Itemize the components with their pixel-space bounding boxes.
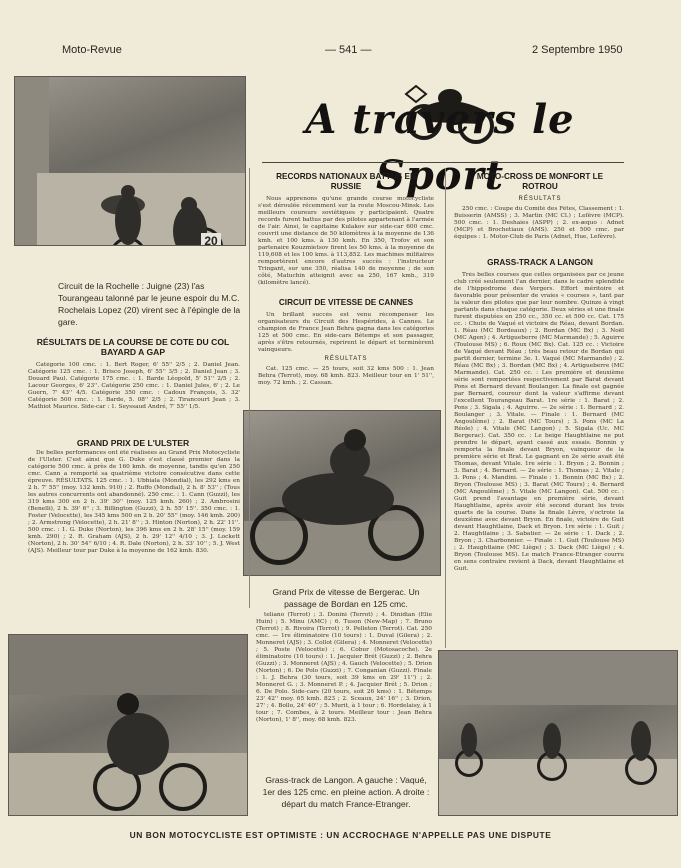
text-russie bbox=[258, 196, 434, 298]
text-langon-body: Très belles courses que celles organisées par ce jeune club créé seulement l'an dernier, dans le cadre splendide de l'hippodrome des Vergers. Effort méritoire et favorable pour présenter de vraies « courses », tant par la valeur des pilotes que par leur nombre. Quinze à vingt partants dans chaque catégorie. Deux séries et une finale furent disputées en 250 cc., 350 cc. et 500 cc. Cat. 175 cc. : Chute de Vaqué et victoire de Réau, devant Bordan. 1. Réau (MC Bordeaux) ; 2. Bordan (MC Bx) ; 3. Noël (MC Agen) ; 4. Artigueberre (MC Marmande) ; 5. Aguirre (Toulouse MS) ; 6. Roux (MC Bx). Cat. 125 cc. : Victoire de Vaqué devant Réau ; très beau retour de Bordan qui partit dernier, termine 3e. 1. Vaqué (MC Marmande) ; 2. Réau (MC Bx) ; 3. Bordan (MC Bx) ; 4. Artigueberre (MC Marmande). Cat. 250 cc. : Les première et deuxième série sont remportées respectivement par Barat devant Pons et Bernard devant Boulanger. La finale est gagnée par Bernard, coureur dont la valeur s'affirme devant l'excellent Tourangeau Barat. 1re série : 1. Barat ; 2. Pons ; 3. Sigala ; 4. Aguirre. — 2e série : 1. Bernard ; 2. Boulanger ; 3. Vitale. — Finale : 1. Bernard (MC Angoulême) ; 2. Barat (MC Tours) ; 3. Pons (MC La Réole) ; 4. Vitale (MC Langon) ; 5. Sigala (Uc. MC Bergerac). Cat. 350 cc. : Le beige Haughtlaine ne put prendre le départ, ayant cassé aux essais. Bonnin y remporta la finale devant Bryon, vainqueur de la première série et Brat. Le gagnant en 2e série avait été Thomas, devant Vitale. 1re série : 1. Bryon ; 2. Bonnin ; 3. Barat ; 4. Bernard. — 2e série : 1. Thomas ; 2. Vitale ; 3. Pons ; 4. Mandini. — Finale : 1. Bonnin (MC Bx) ; 2. Bryon (Toulouse MS) ; 3. Barat (MC Tours) ; 4. Bernard (MC Angoulême) ; 5. Vitale (MC Langon). Cat. 500 cc. : Guit prend l'avantage en première série, devant Haughtlaine, après avoir été second durant les trois quarts de la course. Dans la finale Lèvre, s'octroie la deuxième avec devant Bryon. En finale, victoire de Guit devant Haughtlaine, Dack et Bryon. 1re série : 1. Guit ; 2. Haughtlaine ; 3. Sabatier. — 2e série : 1. Dack ; 2. Bryon ; 3. Charbonnier. — Finale : 1. Guit (Toulouse MS) ; 2. Haughtlaine (MC Liège) ; 3. Dack (MC Liège) ; 4. Bryon (Toulouse MS). Le match France-Etranger courru en sens contraire revient à Dack, devant Haughtlaine et Guit. bbox=[454, 272, 624, 572]
photo-bergerac bbox=[243, 410, 441, 576]
page-number: — 541 — bbox=[325, 44, 372, 56]
montfort-results-label: RÉSULTATS bbox=[518, 196, 562, 202]
text-bergerac-body: teliano (Terrot) ; 3. Donini (Terrot) ; 4. Dinidian (Elie Huin) ; 5. Minu (AMC) ; 6. Tuson (New-Map) ; 7. Bruno (Terrot) ; 8. Rivoira (Terrot) ; 9. Pelleton (Terrot). Cat. 250 cmc. — 1re éliminatoire (10 tours) : 1. Duval (Gilera) ; 2. Monneret (AJS) ; 3. Collot (Gilera) ; 4. Monneret (Velocette) ; 5. Poste (Velocette) ; 6. Cobur (Motosacoche). 2e éliminatoire (10 tours) : 1. Jacquier Brét (Guzzi) ; 2. Behra (Guzzi) ; 3. Monneret (AJS) ; 4. Gauch (Velocette) ; 5. Drion (Norton) ; 6. De Polo (Guzzi) ; 7. Conganian (Guzzi). Finale : 1. J. Behra (30 tours, soit 39 kms en 29' 11'') ; 2. Monneret G. ; 3. Monneret P. ; 4. Jacquier Brét ; 5. Drion ; 6. De Polo. Side-cars (20 tours, soit 26 kms) : 1. Bétemps 23' 42'' moy. 65 kmh. 823 ; 2. Sceaux, 24' 16'' ; 3. Drion, 27' ; 4. Bollo, 24' 40'' ; 5. Murit, à 1 tour ; 6. Hordelaisy, à 1 tour ; 7. Combes, à 2 tours. Meilleur tour : Jean Behra (Norton), 1' 8'', moy. 68 kmh. 823. bbox=[256, 612, 432, 723]
photo-langon-right bbox=[438, 650, 678, 816]
text-cannes-results bbox=[258, 366, 434, 392]
issue-date: 2 Septembre 1950 bbox=[532, 44, 623, 56]
text-montfort bbox=[454, 206, 624, 252]
text-cannes bbox=[258, 312, 434, 354]
caption-bergerac: Grand Prix de vitesse de Bergerac. Un passage de Bordan en 125 cmc. bbox=[272, 587, 420, 609]
text-cannes-results-body: Cat. 125 cmc. — 25 tours, soit 32 kms 500 : 1. Jean Behra (Terrot), moy. 68 kmh. 823. Meilleur tour en 1' 51'', moy. 72 kmh. ; 2. Cassan. bbox=[258, 366, 434, 386]
photo-rochelle-circuit bbox=[14, 76, 246, 246]
text-gap bbox=[28, 362, 240, 442]
text-russie-body: Nous apprenons qu'une grande course motocycliste s'est déroulée récemment sur la route Moscou-Minsk. Les meilleurs coureurs soviétiques y participaient. Quatre records furent battus par des pilotes appartenant à l'armée de l'air. Ainsi, le capitaine Kulakov sur side-car 600 cmc. couvrit une distance de 50 kilomètres à la moyenne de 136 kmh. et 100 kms. à 130 kmh. En 350, Trofov et son partenaire Kouzmietsov firent les 50 kms. à la moyenne de 119,608 et les 100 kms. à 113,852. Les machines militaires remportèrent encore d'autres succès : l'instructeur Tringant, sur une 350, réalisa 140 de moyenne ; de son côté, Matuchin atteignit avec sa 250, 167 kmh., 319 (kilomètre lancé). bbox=[258, 196, 434, 286]
heading-cannes: CIRCUIT DE VITESSE DE CANNES bbox=[278, 298, 414, 307]
heading-russie: RECORDS NATIONAUX BATTUS EN RUSSIE bbox=[276, 172, 416, 191]
cannes-results-label: RÉSULTATS bbox=[324, 356, 368, 362]
text-ulster bbox=[28, 450, 240, 630]
text-montfort-body: 250 cmc. : Coupe du Comité des Fêtes, Classement : 1. Buisserin (AMSS) ; 3. Martin (MC Cl.) ; Lefèvre (MCP). 500 cmc. : 1. Deshaies (ASPP) ; 2. ex-æquo : Adnet (MCP) et Brochetiaux (AMS). 250 et 500 cmc. par équipes : 1. Motor-Club de Paris (Adnet, Hue, Lefèvre). bbox=[454, 206, 624, 240]
text-cannes-body: Un brillant succès est venu récompenser les organisateurs du Circuit des Hespérides, à Cannes. Le champion de France Jean Behra gagna dans les catégories 125 et 500 cmc. En side-cars Bétemps et son passager, après s'être retournés, reprirent le départ et terminèrent vainqueurs. bbox=[258, 312, 434, 353]
text-bergerac-results bbox=[256, 612, 432, 768]
masthead-title: A travers le Sport bbox=[305, 96, 575, 199]
magazine-name: Moto-Revue bbox=[62, 44, 122, 56]
text-gap-body: Catégorie 100 cmc. : 1. Bert Roger, 6' 55'' 2/5 ; 2. Daniel Jean. Catégorie 125 cmc. : 1. Brisco Joseph, 6' 55'' 3/5 ; 2. Daniel Jean ; 3. Douard Paul. Catégorie 175 cmc. : 1. Barde Léopold, 5' 51'' 2/5 ; 2. Lacour Georges, 6' 23''. Catégorie 250 cmc. : 1. Daniel Jules, 6' ; 2. Le Guern, 7' 43'' 4/5. Catégorie 350 cmc. : Cadoux François, 3. 32' Catégorie 500 cmc. : 1. Barde, 5. 08'' 2/5 ; 2. Tirancourt Jean ; 3. Mathiot Maurice. Side-car : 1. Seyssaud André, 7' 55'' 1/5. bbox=[28, 362, 240, 410]
text-langon bbox=[454, 272, 624, 646]
race-number-plate: 20 bbox=[201, 233, 221, 246]
footer-slogan: UN BON MOTOCYCLISTE EST OPTIMISTE : UN ACCROCHAGE N'APPELLE PAS UNE DISPUTE bbox=[129, 830, 552, 840]
photo-langon-left bbox=[8, 634, 248, 816]
caption-langon: Grass-track de Langon. A gauche : Vaqué, 1er des 125 cmc. en pleine action. A droite : départ du match France-Etranger. bbox=[262, 775, 430, 809]
heading-ulster: GRAND PRIX DE L'ULSTER bbox=[76, 438, 190, 448]
text-ulster-body: De belles performances ont été réalisées au Grand Prix Motocycliste de l'Ulster. C'est ainsi que G. Duke s'est classé premier dans la catégorie 500 cmc. à près de 160 kmh. de moyenne, tandis qu'en 250 cmc. Cann a remporté sa quatrième victoire consécutive dans cette épreuve. RÉSULTATS. 125 cmc. : 1. Ubbiala (Mondial), les 292 kms en 2 h. 7' 55'' (moy. 132 kmh. 910) ; 2. Ruffo (Mondial), 2 h. 8' 53'' ; (Tous les autres concurrents ont abandonné). 250 cmc. : 1. Cann (Guzzi), les 319 kms 300 en 2 h. 39' 30'' (moy. 125 kmh. 260) ; 2. Ambrosini (Benelli), 2 h. 39' 6'' ; 3. Billington (Guzzi), 2 h. 55' 15''. 350 cmc. : 1. Foster (Velocette), les 345 kms 500 en 2 h. 20' 55'' (moy. 146 kmh. 200) ; 2. Armstrong (Velocette), 2 h. 21' 8'' ; 3. Hinton (Norton), 2 h. 22' 11''. 500 cmc. : 1. G. Duke (Norton), les 396 kms en 2 h. 28' 15'' (moy. 159 kmh. 290) ; 2. R. Graham (AJS), 2 h. 29' 12'' 4/10 ; 3. J. Lockett (Norton), 2 h. 30' 54'' 6/10 ; 4. R. Dale (Norton), 2 h. 33' 10'' ; 5. J. West (AJS). Meilleur tour par Duke à la moyenne de 162 kmh. 830. bbox=[28, 450, 240, 554]
caption-rochelle: Circuit de la Rochelle : Juigne (23) l'as Tourangeau talonné par le jeune espoir du M.C. Rochelais Lopez (20) virent sec à l'épingle de la gare. bbox=[58, 281, 241, 327]
heading-montfort: MOTO-CROSS DE MONFORT LE ROTROU bbox=[476, 172, 604, 191]
heading-langon: GRASS-TRACK A LANGON bbox=[487, 258, 593, 267]
heading-gap: RÉSULTATS DE LA COURSE DE COTE DU COL BAYARD A GAP bbox=[36, 337, 230, 357]
